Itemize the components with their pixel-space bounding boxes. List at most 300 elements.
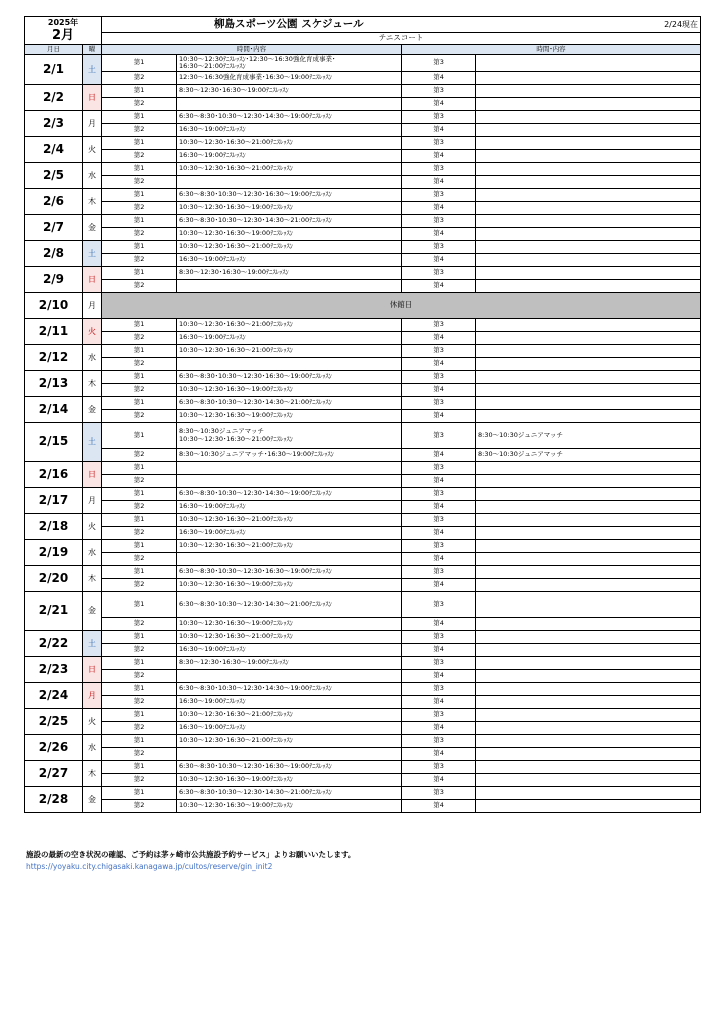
- slot-3-content: [476, 215, 701, 228]
- year-label: 2025年: [47, 18, 79, 27]
- slot-2-content: 10:30〜12:30･16:30〜19:00ﾃﾆｽﾚｯｽﾝ: [177, 202, 402, 215]
- day-row-second: [25, 228, 701, 241]
- slot-1-content: 10:30〜12:30･16:30〜21:00ﾃﾆｽﾚｯｽﾝ: [177, 735, 402, 748]
- slot-3-content: [476, 462, 701, 475]
- slot-label-2: 第2: [102, 722, 177, 735]
- day-row: [25, 55, 701, 72]
- slot-label-1: 第1: [102, 371, 177, 384]
- slot-label-1: 第1: [102, 787, 177, 800]
- day-row: [25, 241, 701, 254]
- slot-3-content: 8:30〜10:30ジュニアマッチ: [476, 423, 701, 449]
- slot-4-content: [476, 527, 701, 540]
- slot-label-3: 第3: [402, 85, 476, 98]
- slot-3-content: [476, 488, 701, 501]
- slot-2-content: 16:30〜19:00ﾃﾆｽﾚｯｽﾝ: [177, 332, 402, 345]
- day-row-second: [25, 72, 701, 85]
- slot-1-content: [177, 462, 402, 475]
- weekday-cell: 水: [83, 540, 102, 566]
- as-of-date: 2/24現在: [476, 17, 701, 33]
- slot-label-2: 第2: [102, 774, 177, 787]
- slot-label-1: 第1: [102, 709, 177, 722]
- slot-label-4: 第4: [402, 722, 476, 735]
- date-cell: 2/22: [25, 631, 83, 657]
- date-cell: 2/3: [25, 111, 83, 137]
- day-row: [25, 293, 701, 319]
- slot-label-3: 第3: [402, 514, 476, 527]
- column-header-date: 月日: [25, 45, 83, 55]
- slot-label-3: 第3: [402, 462, 476, 475]
- slot-3-content: [476, 241, 701, 254]
- day-row: [25, 540, 701, 553]
- day-row-second: [25, 774, 701, 787]
- weekday-cell: 金: [83, 787, 102, 813]
- weekday-cell: 木: [83, 566, 102, 592]
- slot-3-content: [476, 761, 701, 774]
- closed-cell: 休館日: [102, 293, 701, 319]
- slot-label-1: 第1: [102, 761, 177, 774]
- slot-label-1: 第1: [102, 735, 177, 748]
- slot-label-1: 第1: [102, 345, 177, 358]
- slot-label-2: 第2: [102, 150, 177, 163]
- slot-label-3: 第3: [402, 55, 476, 72]
- date-cell: 2/28: [25, 787, 83, 813]
- date-cell: 2/2: [25, 85, 83, 111]
- day-row: [25, 631, 701, 644]
- slot-label-1: 第1: [102, 85, 177, 98]
- slot-1-content: 6:30〜8:30･10:30〜12:30･16:30〜19:00ﾃﾆｽﾚｯｽﾝ: [177, 761, 402, 774]
- slot-3-content: [476, 189, 701, 202]
- slot-1-content: 10:30〜12:30･16:30〜21:00ﾃﾆｽﾚｯｽﾝ: [177, 631, 402, 644]
- weekday-cell: 金: [83, 397, 102, 423]
- slot-4-content: [476, 280, 701, 293]
- column-header-day: 曜: [83, 45, 102, 55]
- slot-1-content: 10:30〜12:30･16:30〜21:00ﾃﾆｽﾚｯｽﾝ: [177, 514, 402, 527]
- slot-label-4: 第4: [402, 332, 476, 345]
- date-cell: 2/4: [25, 137, 83, 163]
- slot-4-content: [476, 150, 701, 163]
- slot-label-1: 第1: [102, 657, 177, 670]
- slot-4-content: [476, 774, 701, 787]
- slot-1-content: 8:30〜12:30･16:30〜19:00ﾃﾆｽﾚｯｽﾝ: [177, 85, 402, 98]
- slot-4-content: [476, 202, 701, 215]
- page-title: 柳島スポーツ公園 スケジュール: [102, 17, 476, 33]
- slot-label-2: 第2: [102, 748, 177, 761]
- date-cell: 2/13: [25, 371, 83, 397]
- slot-label-3: 第3: [402, 631, 476, 644]
- day-row-second: [25, 449, 701, 462]
- slot-label-1: 第1: [102, 488, 177, 501]
- day-row: [25, 709, 701, 722]
- slot-3-content: [476, 397, 701, 410]
- slot-1-content: 6:30〜8:30･10:30〜12:30･14:30〜19:00ﾃﾆｽﾚｯｽﾝ: [177, 111, 402, 124]
- slot-2-content: [177, 280, 402, 293]
- slot-3-content: [476, 735, 701, 748]
- weekday-cell: 月: [83, 683, 102, 709]
- column-header-time-content: 時間･内容: [102, 45, 402, 55]
- slot-1-content: 10:30〜12:30ﾃﾆｽﾚｯｽﾝ･12:30〜16:30強化育成事業･ 16:30〜21:00ﾃﾆｽﾚｯｽﾝ: [177, 55, 402, 72]
- day-row-second: [25, 202, 701, 215]
- slot-label-4: 第4: [402, 449, 476, 462]
- slot-label-1: 第1: [102, 215, 177, 228]
- slot-label-4: 第4: [402, 124, 476, 137]
- slot-label-4: 第4: [402, 618, 476, 631]
- day-row: [25, 345, 701, 358]
- slot-label-4: 第4: [402, 202, 476, 215]
- day-row: [25, 488, 701, 501]
- reservation-link[interactable]: https://yoyaku.city.chigasaki.kanagawa.jp/cultos/reserve/gin_init2: [26, 862, 273, 871]
- month-label: 2月: [51, 28, 75, 43]
- slot-4-content: [476, 254, 701, 267]
- slot-4-content: [476, 124, 701, 137]
- slot-label-4: 第4: [402, 228, 476, 241]
- slot-2-content: 10:30〜12:30･16:30〜19:00ﾃﾆｽﾚｯｽﾝ: [177, 618, 402, 631]
- slot-label-3: 第3: [402, 787, 476, 800]
- day-row-second: [25, 176, 701, 189]
- day-row-second: [25, 722, 701, 735]
- slot-label-3: 第3: [402, 683, 476, 696]
- slot-label-2: 第2: [102, 410, 177, 423]
- weekday-cell: 火: [83, 319, 102, 345]
- slot-label-4: 第4: [402, 553, 476, 566]
- day-row-second: [25, 527, 701, 540]
- slot-label-3: 第3: [402, 345, 476, 358]
- weekday-cell: 土: [83, 55, 102, 85]
- slot-label-4: 第4: [402, 475, 476, 488]
- weekday-cell: 日: [83, 85, 102, 111]
- slot-3-content: [476, 111, 701, 124]
- slot-2-content: 12:30〜16:30強化育成事業･16:30〜19:00ﾃﾆｽﾚｯｽﾝ: [177, 72, 402, 85]
- day-row: [25, 163, 701, 176]
- slot-1-content: 10:30〜12:30･16:30〜21:00ﾃﾆｽﾚｯｽﾝ: [177, 241, 402, 254]
- slot-label-1: 第1: [102, 163, 177, 176]
- column-header-row: [25, 45, 701, 55]
- slot-label-2: 第2: [102, 384, 177, 397]
- slot-1-content: 8:30〜12:30･16:30〜19:00ﾃﾆｽﾚｯｽﾝ: [177, 657, 402, 670]
- slot-label-3: 第3: [402, 566, 476, 579]
- slot-4-content: [476, 579, 701, 592]
- day-row: [25, 371, 701, 384]
- slot-2-content: 10:30〜12:30･16:30〜19:00ﾃﾆｽﾚｯｽﾝ: [177, 579, 402, 592]
- slot-1-content: 10:30〜12:30･16:30〜21:00ﾃﾆｽﾚｯｽﾝ: [177, 540, 402, 553]
- slot-2-content: [177, 98, 402, 111]
- slot-4-content: [476, 800, 701, 813]
- slot-4-content: [476, 176, 701, 189]
- slot-label-1: 第1: [102, 683, 177, 696]
- day-row-second: [25, 618, 701, 631]
- slot-1-content: 6:30〜8:30･10:30〜12:30･14:30〜19:00ﾃﾆｽﾚｯｽﾝ: [177, 683, 402, 696]
- slot-1-content: 10:30〜12:30･16:30〜21:00ﾃﾆｽﾚｯｽﾝ: [177, 163, 402, 176]
- slot-label-2: 第2: [102, 501, 177, 514]
- slot-label-2: 第2: [102, 72, 177, 85]
- day-row: [25, 462, 701, 475]
- slot-4-content: [476, 72, 701, 85]
- slot-3-content: [476, 319, 701, 332]
- slot-3-content: [476, 345, 701, 358]
- slot-2-content: 16:30〜19:00ﾃﾆｽﾚｯｽﾝ: [177, 254, 402, 267]
- weekday-cell: 月: [83, 111, 102, 137]
- weekday-cell: 火: [83, 137, 102, 163]
- day-row-second: [25, 124, 701, 137]
- slot-label-1: 第1: [102, 319, 177, 332]
- slot-label-2: 第2: [102, 579, 177, 592]
- date-cell: 2/17: [25, 488, 83, 514]
- slot-label-1: 第1: [102, 397, 177, 410]
- day-row-second: [25, 553, 701, 566]
- slot-label-4: 第4: [402, 501, 476, 514]
- day-row-second: [25, 358, 701, 371]
- day-row: [25, 566, 701, 579]
- slot-label-3: 第3: [402, 111, 476, 124]
- day-row-second: [25, 280, 701, 293]
- slot-label-4: 第4: [402, 254, 476, 267]
- slot-4-content: [476, 384, 701, 397]
- slot-label-3: 第3: [402, 371, 476, 384]
- date-cell: 2/5: [25, 163, 83, 189]
- slot-2-content: [177, 670, 402, 683]
- slot-1-content: 6:30〜8:30･10:30〜12:30･14:30〜21:00ﾃﾆｽﾚｯｽﾝ: [177, 787, 402, 800]
- weekday-cell: 水: [83, 345, 102, 371]
- day-row: [25, 657, 701, 670]
- slot-label-4: 第4: [402, 150, 476, 163]
- schedule-sheet: [24, 16, 700, 813]
- weekday-cell: 水: [83, 163, 102, 189]
- slot-4-content: [476, 696, 701, 709]
- day-row: [25, 189, 701, 202]
- day-row: [25, 137, 701, 150]
- slot-label-1: 第1: [102, 462, 177, 475]
- slot-label-4: 第4: [402, 280, 476, 293]
- slot-label-2: 第2: [102, 644, 177, 657]
- day-row-second: [25, 410, 701, 423]
- slot-label-4: 第4: [402, 774, 476, 787]
- slot-3-content: [476, 55, 701, 72]
- slot-label-1: 第1: [102, 111, 177, 124]
- weekday-cell: 金: [83, 592, 102, 631]
- slot-4-content: [476, 748, 701, 761]
- weekday-cell: 土: [83, 423, 102, 462]
- slot-label-4: 第4: [402, 384, 476, 397]
- slot-label-3: 第3: [402, 137, 476, 150]
- slot-3-content: [476, 787, 701, 800]
- date-cell: 2/19: [25, 540, 83, 566]
- slot-label-4: 第4: [402, 644, 476, 657]
- day-row-second: [25, 501, 701, 514]
- slot-2-content: 10:30〜12:30･16:30〜19:00ﾃﾆｽﾚｯｽﾝ: [177, 410, 402, 423]
- weekday-cell: 水: [83, 735, 102, 761]
- slot-label-4: 第4: [402, 579, 476, 592]
- slot-label-2: 第2: [102, 475, 177, 488]
- slot-label-2: 第2: [102, 332, 177, 345]
- slot-3-content: [476, 592, 701, 618]
- slot-1-content: 6:30〜8:30･10:30〜12:30･16:30〜19:00ﾃﾆｽﾚｯｽﾝ: [177, 371, 402, 384]
- slot-1-content: 10:30〜12:30･16:30〜21:00ﾃﾆｽﾚｯｽﾝ: [177, 345, 402, 358]
- slot-label-1: 第1: [102, 631, 177, 644]
- slot-2-content: [177, 358, 402, 371]
- slot-label-1: 第1: [102, 267, 177, 280]
- date-cell: 2/1: [25, 55, 83, 85]
- slot-3-content: [476, 683, 701, 696]
- slot-2-content: [177, 475, 402, 488]
- slot-label-3: 第3: [402, 540, 476, 553]
- slot-label-4: 第4: [402, 670, 476, 683]
- slot-label-3: 第3: [402, 215, 476, 228]
- weekday-cell: 土: [83, 241, 102, 267]
- date-cell: 2/18: [25, 514, 83, 540]
- slot-2-content: 16:30〜19:00ﾃﾆｽﾚｯｽﾝ: [177, 124, 402, 137]
- slot-label-1: 第1: [102, 423, 177, 449]
- slot-1-content: 6:30〜8:30･10:30〜12:30･14:30〜21:00ﾃﾆｽﾚｯｽﾝ: [177, 215, 402, 228]
- slot-3-content: [476, 267, 701, 280]
- slot-label-4: 第4: [402, 410, 476, 423]
- slot-label-2: 第2: [102, 696, 177, 709]
- date-cell: 2/12: [25, 345, 83, 371]
- date-cell: 2/6: [25, 189, 83, 215]
- slot-2-content: [177, 176, 402, 189]
- venue-label: テニスコート: [102, 33, 701, 45]
- slot-2-content: 16:30〜19:00ﾃﾆｽﾚｯｽﾝ: [177, 150, 402, 163]
- slot-label-4: 第4: [402, 98, 476, 111]
- slot-label-2: 第2: [102, 202, 177, 215]
- date-cell: 2/20: [25, 566, 83, 592]
- day-row: [25, 267, 701, 280]
- slot-1-content: 6:30〜8:30･10:30〜12:30･14:30〜21:00ﾃﾆｽﾚｯｽﾝ: [177, 592, 402, 618]
- slot-label-3: 第3: [402, 735, 476, 748]
- weekday-cell: 土: [83, 631, 102, 657]
- schedule-table: [24, 16, 701, 813]
- date-cell: 2/16: [25, 462, 83, 488]
- weekday-cell: 日: [83, 657, 102, 683]
- slot-4-content: [476, 722, 701, 735]
- slot-2-content: 16:30〜19:00ﾃﾆｽﾚｯｽﾝ: [177, 527, 402, 540]
- weekday-cell: 木: [83, 371, 102, 397]
- slot-2-content: 10:30〜12:30･16:30〜19:00ﾃﾆｽﾚｯｽﾝ: [177, 774, 402, 787]
- slot-label-1: 第1: [102, 189, 177, 202]
- day-row-second: [25, 98, 701, 111]
- date-cell: 2/15: [25, 423, 83, 462]
- slot-4-content: [476, 644, 701, 657]
- day-row-second: [25, 644, 701, 657]
- slot-label-3: 第3: [402, 488, 476, 501]
- weekday-cell: 木: [83, 761, 102, 787]
- slot-label-3: 第3: [402, 163, 476, 176]
- slot-4-content: [476, 98, 701, 111]
- slot-label-2: 第2: [102, 124, 177, 137]
- slot-1-content: 8:30〜10:30ジュニアマッチ 10:30〜12:30･16:30〜21:00ﾃﾆｽﾚｯｽﾝ: [177, 423, 402, 449]
- slot-label-1: 第1: [102, 137, 177, 150]
- slot-label-3: 第3: [402, 319, 476, 332]
- weekday-cell: 金: [83, 215, 102, 241]
- slot-label-4: 第4: [402, 800, 476, 813]
- slot-3-content: [476, 163, 701, 176]
- slot-label-1: 第1: [102, 592, 177, 618]
- weekday-cell: 月: [83, 293, 102, 319]
- slot-3-content: [476, 631, 701, 644]
- day-row-second: [25, 150, 701, 163]
- slot-4-content: [476, 332, 701, 345]
- slot-label-1: 第1: [102, 241, 177, 254]
- slot-label-3: 第3: [402, 241, 476, 254]
- slot-label-2: 第2: [102, 358, 177, 371]
- slot-label-4: 第4: [402, 527, 476, 540]
- slot-label-2: 第2: [102, 553, 177, 566]
- slot-4-content: [476, 618, 701, 631]
- slot-2-content: 16:30〜19:00ﾃﾆｽﾚｯｽﾝ: [177, 644, 402, 657]
- slot-2-content: 8:30〜10:30ジュニアマッチ･16:30〜19:00ﾃﾆｽﾚｯｽﾝ: [177, 449, 402, 462]
- slot-label-3: 第3: [402, 189, 476, 202]
- day-row: [25, 683, 701, 696]
- weekday-cell: 木: [83, 189, 102, 215]
- slot-label-1: 第1: [102, 566, 177, 579]
- slot-label-4: 第4: [402, 748, 476, 761]
- day-row-second: [25, 670, 701, 683]
- date-cell: 2/27: [25, 761, 83, 787]
- slot-label-1: 第1: [102, 55, 177, 72]
- slot-1-content: 10:30〜12:30･16:30〜21:00ﾃﾆｽﾚｯｽﾝ: [177, 319, 402, 332]
- slot-1-content: 6:30〜8:30･10:30〜12:30･14:30〜21:00ﾃﾆｽﾚｯｽﾝ: [177, 397, 402, 410]
- day-row: [25, 85, 701, 98]
- slot-3-content: [476, 709, 701, 722]
- date-cell: 2/7: [25, 215, 83, 241]
- slot-label-2: 第2: [102, 800, 177, 813]
- slot-label-4: 第4: [402, 72, 476, 85]
- slot-1-content: 8:30〜12:30･16:30〜19:00ﾃﾆｽﾚｯｽﾝ: [177, 267, 402, 280]
- slot-1-content: 6:30〜8:30･10:30〜12:30･14:30〜19:00ﾃﾆｽﾚｯｽﾝ: [177, 488, 402, 501]
- slot-2-content: [177, 553, 402, 566]
- slot-label-1: 第1: [102, 540, 177, 553]
- slot-label-3: 第3: [402, 657, 476, 670]
- slot-label-1: 第1: [102, 514, 177, 527]
- slot-label-4: 第4: [402, 358, 476, 371]
- slot-label-2: 第2: [102, 176, 177, 189]
- slot-3-content: [476, 566, 701, 579]
- slot-3-content: [476, 514, 701, 527]
- slot-3-content: [476, 137, 701, 150]
- day-row: [25, 514, 701, 527]
- slot-label-2: 第2: [102, 98, 177, 111]
- date-cell: 2/25: [25, 709, 83, 735]
- day-row: [25, 397, 701, 410]
- slot-4-content: [476, 410, 701, 423]
- slot-label-3: 第3: [402, 423, 476, 449]
- day-row: [25, 735, 701, 748]
- day-row-second: [25, 332, 701, 345]
- date-cell: 2/10: [25, 293, 83, 319]
- day-row: [25, 761, 701, 774]
- slot-4-content: [476, 670, 701, 683]
- slot-label-3: 第3: [402, 592, 476, 618]
- slot-label-2: 第2: [102, 527, 177, 540]
- footer-note: 施設の最新の空き状況の確認、ご予約は茅ヶ崎市公共施設予約サービス」よりお願いいたします。: [26, 850, 356, 859]
- weekday-cell: 日: [83, 462, 102, 488]
- slot-1-content: 10:30〜12:30･16:30〜21:00ﾃﾆｽﾚｯｽﾝ: [177, 137, 402, 150]
- weekday-cell: 日: [83, 267, 102, 293]
- slot-3-content: [476, 657, 701, 670]
- date-cell: 2/8: [25, 241, 83, 267]
- slot-label-3: 第3: [402, 761, 476, 774]
- slot-label-2: 第2: [102, 254, 177, 267]
- day-row: [25, 215, 701, 228]
- day-row-second: [25, 475, 701, 488]
- column-header-time-content-2: 時間･内容: [402, 45, 701, 55]
- slot-label-3: 第3: [402, 397, 476, 410]
- slot-1-content: 10:30〜12:30･16:30〜21:00ﾃﾆｽﾚｯｽﾝ: [177, 709, 402, 722]
- weekday-cell: 月: [83, 488, 102, 514]
- date-cell: 2/9: [25, 267, 83, 293]
- weekday-cell: 火: [83, 709, 102, 735]
- day-row-second: [25, 800, 701, 813]
- slot-4-content: [476, 501, 701, 514]
- day-row: [25, 319, 701, 332]
